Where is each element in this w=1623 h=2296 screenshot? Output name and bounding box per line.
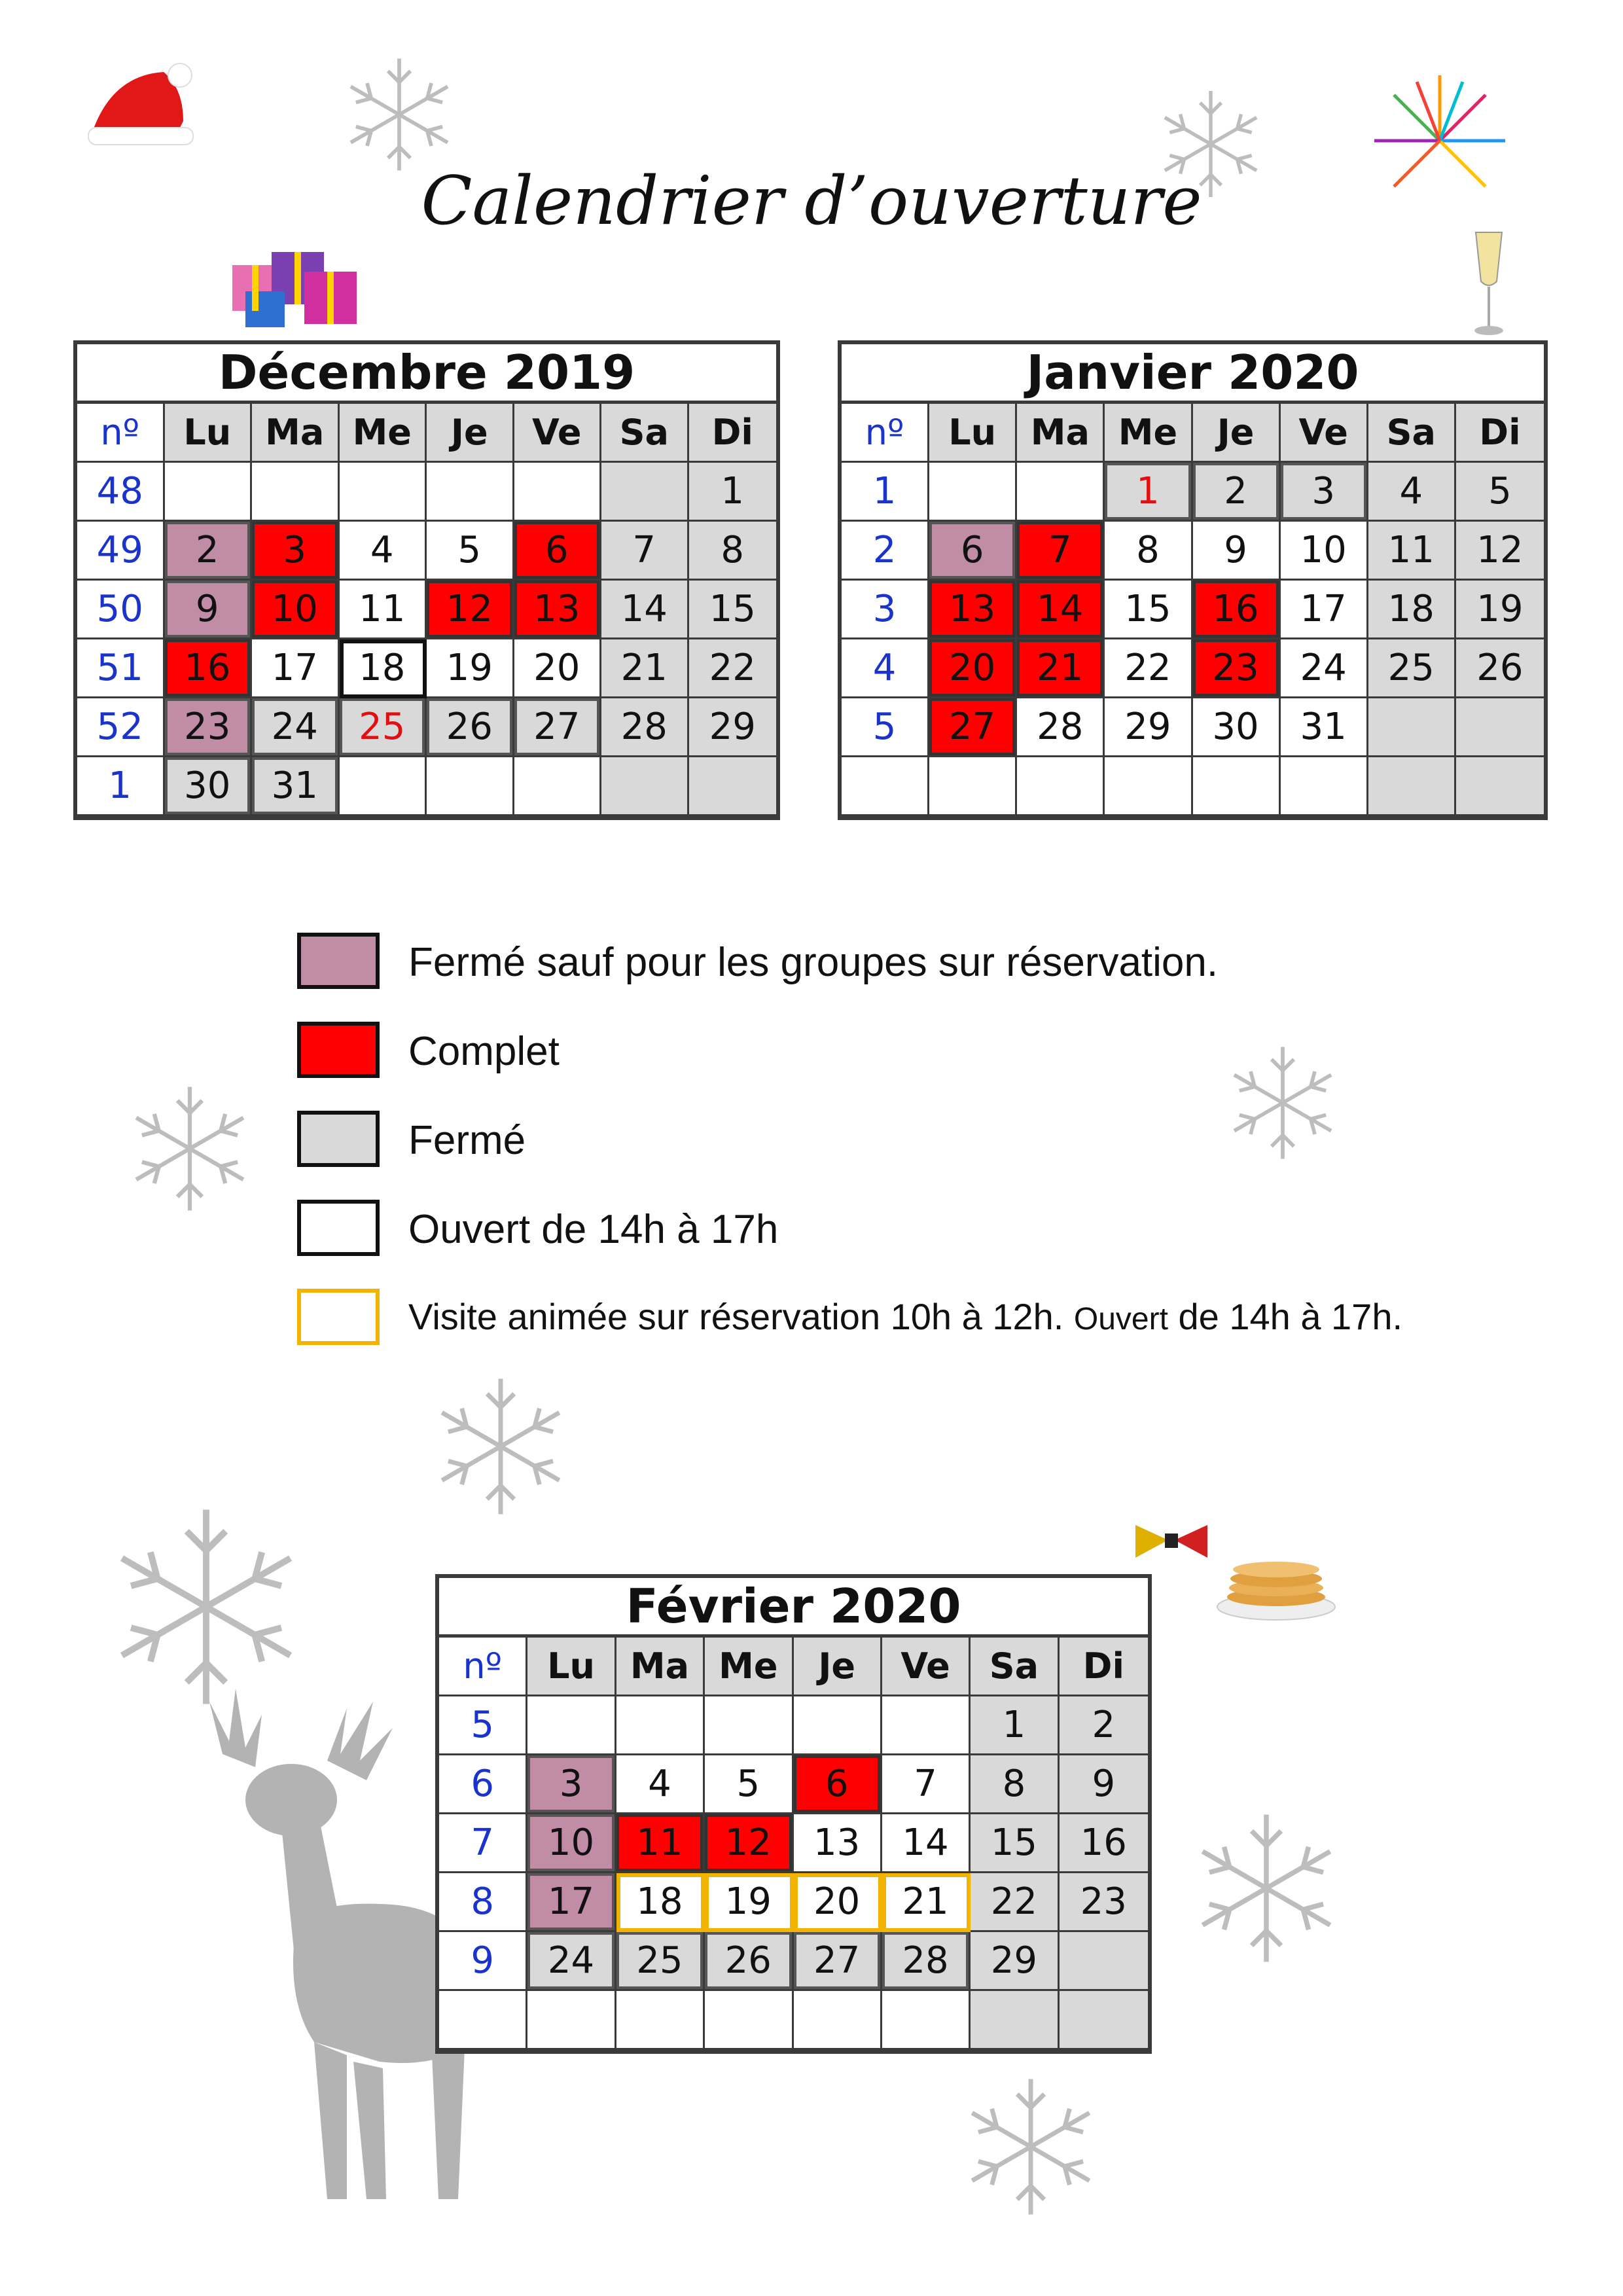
day-number: 13 <box>813 1821 861 1864</box>
day-cell <box>971 1932 1059 1991</box>
day-number: 24 <box>547 1939 595 1982</box>
day-number: 22 <box>709 647 756 689</box>
day-number: 21 <box>620 647 668 689</box>
week-number <box>439 1991 527 2050</box>
day-cell <box>1105 581 1192 639</box>
week-number <box>842 757 929 816</box>
day-number: 30 <box>1212 706 1259 748</box>
calendar-december-2019 <box>73 340 780 820</box>
day-cell <box>165 639 253 698</box>
day-number: 6 <box>544 529 569 571</box>
day-cell <box>601 639 689 698</box>
legend-label: Ouvert de 14h à 17h <box>408 1207 779 1252</box>
legend-item-mauve <box>297 933 1541 996</box>
day-number: 18 <box>1387 588 1435 630</box>
day-number: 28 <box>902 1939 949 1982</box>
day-number: 17 <box>271 647 318 689</box>
week-number: 2 <box>842 522 929 581</box>
day-number: 27 <box>949 706 996 748</box>
day-cell <box>252 522 340 581</box>
day-cell <box>705 1755 793 1814</box>
day-cell <box>1193 522 1281 581</box>
day-cell <box>1060 1755 1148 1814</box>
day-number: 13 <box>533 588 580 630</box>
day-cell <box>882 1755 971 1814</box>
day-number: 1 <box>1136 470 1160 512</box>
day-cell <box>705 1932 793 1991</box>
weekday-header: Sa <box>1368 404 1456 463</box>
day-number: 4 <box>1399 470 1423 512</box>
day-number: 16 <box>1212 588 1259 630</box>
day-number: 21 <box>1037 647 1084 689</box>
day-cell <box>1281 581 1368 639</box>
day-cell <box>165 463 253 522</box>
day-number: 29 <box>990 1939 1038 1982</box>
day-cell <box>1368 581 1456 639</box>
day-number: 31 <box>271 764 318 807</box>
day-cell <box>1368 698 1456 757</box>
day-cell <box>882 1991 971 2050</box>
weekday-header: Lu <box>929 404 1017 463</box>
day-cell <box>1193 581 1281 639</box>
day-cell <box>165 522 253 581</box>
calendar-title: Janvier 2020 <box>842 344 1544 404</box>
weekday-header: Me <box>340 404 427 463</box>
day-cell <box>601 698 689 757</box>
snowflake-icon <box>955 2072 1106 2222</box>
page-title: Calendrier d’ouverture <box>421 162 1202 240</box>
day-cell <box>705 1991 793 2050</box>
day-cell <box>165 757 253 816</box>
day-number: 25 <box>636 1939 683 1982</box>
day-cell <box>1368 463 1456 522</box>
day-cell <box>705 1873 793 1932</box>
day-cell <box>794 1932 882 1991</box>
legend-label-main: Visite animée sur réservation 10h à 12h. <box>408 1296 1074 1337</box>
snowflake-icon <box>1185 1806 1348 1970</box>
day-cell <box>514 757 602 816</box>
day-cell <box>165 698 253 757</box>
day-cell <box>340 522 427 581</box>
day-number: 30 <box>184 764 231 807</box>
day-cell <box>252 463 340 522</box>
calendar-title: Février 2020 <box>439 1578 1148 1638</box>
day-number: 27 <box>813 1939 861 1982</box>
day-cell <box>1017 639 1105 698</box>
day-cell <box>616 1755 705 1814</box>
legend-label: Fermé <box>408 1118 526 1163</box>
legend-item-white <box>297 1200 1541 1263</box>
legend-item-yellow <box>297 1289 1541 1352</box>
week-number: 1 <box>842 463 929 522</box>
day-cell <box>252 581 340 639</box>
day-cell <box>705 1814 793 1873</box>
weekday-header: Ve <box>1281 404 1368 463</box>
day-number: 6 <box>825 1763 849 1805</box>
day-number: 3 <box>559 1763 583 1805</box>
legend-swatch-red <box>297 1022 380 1078</box>
day-cell <box>427 463 514 522</box>
day-cell <box>1456 581 1544 639</box>
day-cell <box>971 1755 1059 1814</box>
day-number: 22 <box>1124 647 1171 689</box>
day-number: 29 <box>1124 706 1171 748</box>
week-number: 6 <box>439 1755 527 1814</box>
weekday-header: Di <box>1060 1638 1148 1696</box>
bowtie-icon <box>1135 1522 1207 1561</box>
calendar-grid <box>842 404 1544 816</box>
day-number: 18 <box>359 647 406 689</box>
day-cell <box>1193 698 1281 757</box>
day-cell <box>427 757 514 816</box>
champagne-icon <box>1469 229 1508 340</box>
weekday-header: Sa <box>601 404 689 463</box>
day-cell <box>616 1991 705 2050</box>
weekday-header: Ma <box>616 1638 705 1696</box>
day-number: 24 <box>271 706 318 748</box>
day-cell <box>1017 757 1105 816</box>
week-number: 8 <box>439 1873 527 1932</box>
week-number: 7 <box>439 1814 527 1873</box>
day-number: 23 <box>1080 1880 1127 1923</box>
day-cell <box>971 1991 1059 2050</box>
legend-label-small: Ouvert <box>1073 1302 1168 1336</box>
day-number: 28 <box>1037 706 1084 748</box>
day-cell <box>689 522 777 581</box>
day-cell <box>427 522 514 581</box>
week-number: 3 <box>842 581 929 639</box>
day-number: 25 <box>1387 647 1435 689</box>
week-number-header: nº <box>842 404 929 463</box>
day-cell <box>971 1873 1059 1932</box>
day-cell <box>1193 463 1281 522</box>
day-cell <box>601 522 689 581</box>
day-cell <box>794 1814 882 1873</box>
day-number: 3 <box>1311 470 1335 512</box>
day-number: 9 <box>1224 529 1247 571</box>
day-cell <box>882 1932 971 1991</box>
day-cell <box>1368 757 1456 816</box>
legend-label: Complet <box>408 1029 560 1074</box>
day-number: 5 <box>1488 470 1512 512</box>
day-cell <box>1017 463 1105 522</box>
day-cell <box>514 698 602 757</box>
day-cell <box>1281 463 1368 522</box>
day-cell <box>1456 698 1544 757</box>
day-cell <box>705 1696 793 1755</box>
day-number: 17 <box>547 1880 595 1923</box>
day-number: 27 <box>533 706 580 748</box>
weekday-header: Je <box>1193 404 1281 463</box>
day-number: 16 <box>1080 1821 1127 1864</box>
day-number: 22 <box>990 1880 1038 1923</box>
santa-hat-icon <box>85 62 196 147</box>
day-cell <box>616 1696 705 1755</box>
day-number: 20 <box>949 647 996 689</box>
day-cell <box>616 1932 705 1991</box>
day-cell <box>1105 757 1192 816</box>
day-cell <box>1193 639 1281 698</box>
day-cell <box>1060 1932 1148 1991</box>
day-cell <box>1017 522 1105 581</box>
weekday-header: Me <box>1105 404 1192 463</box>
day-number: 14 <box>620 588 668 630</box>
legend-item-grey <box>297 1111 1541 1174</box>
day-cell <box>527 1991 616 2050</box>
day-number: 16 <box>184 647 231 689</box>
day-number: 31 <box>1300 706 1347 748</box>
day-cell <box>882 1814 971 1873</box>
day-number: 21 <box>902 1880 949 1923</box>
day-cell <box>1368 639 1456 698</box>
weekday-header: Ve <box>514 404 602 463</box>
day-number: 2 <box>195 529 219 571</box>
day-cell <box>601 757 689 816</box>
day-cell <box>882 1696 971 1755</box>
day-cell <box>1456 639 1544 698</box>
day-cell <box>794 1873 882 1932</box>
day-number: 20 <box>813 1880 861 1923</box>
week-number: 50 <box>77 581 165 639</box>
day-cell <box>1456 463 1544 522</box>
day-number: 15 <box>709 588 756 630</box>
day-number: 26 <box>446 706 493 748</box>
day-cell <box>1105 639 1192 698</box>
week-number: 51 <box>77 639 165 698</box>
day-number: 19 <box>724 1880 772 1923</box>
calendar-title: Décembre 2019 <box>77 344 776 404</box>
legend-label-yellow <box>408 1295 1402 1338</box>
day-cell <box>689 463 777 522</box>
day-cell <box>1105 698 1192 757</box>
day-number: 12 <box>1476 529 1524 571</box>
day-number: 9 <box>1092 1763 1116 1805</box>
day-number: 5 <box>457 529 482 571</box>
snowflake-icon <box>337 52 461 177</box>
weekday-header: Je <box>427 404 514 463</box>
day-number: 26 <box>724 1939 772 1982</box>
legend-swatch-mauve <box>297 933 380 989</box>
day-number: 28 <box>620 706 668 748</box>
day-number: 1 <box>1002 1704 1026 1746</box>
day-cell <box>1017 581 1105 639</box>
day-cell <box>514 639 602 698</box>
day-cell <box>340 639 427 698</box>
day-cell <box>794 1991 882 2050</box>
day-cell <box>527 1696 616 1755</box>
day-number: 23 <box>1212 647 1259 689</box>
day-number: 29 <box>709 706 756 748</box>
day-number: 7 <box>1048 529 1072 571</box>
day-cell <box>427 698 514 757</box>
day-number: 24 <box>1300 647 1347 689</box>
legend-swatch-grey <box>297 1111 380 1167</box>
day-number: 1 <box>721 470 745 512</box>
weekday-header: Me <box>705 1638 793 1696</box>
day-number: 14 <box>902 1821 949 1864</box>
week-number: 4 <box>842 639 929 698</box>
day-number: 9 <box>195 588 219 630</box>
day-number: 11 <box>359 588 406 630</box>
day-cell <box>527 1932 616 1991</box>
day-number: 4 <box>648 1763 671 1805</box>
day-number: 6 <box>960 529 984 571</box>
day-number: 15 <box>990 1821 1038 1864</box>
day-cell <box>1281 757 1368 816</box>
week-number: 5 <box>439 1696 527 1755</box>
day-number: 5 <box>736 1763 760 1805</box>
day-cell <box>1281 522 1368 581</box>
weekday-header: Lu <box>527 1638 616 1696</box>
legend-label-tail: de 14h à 17h. <box>1168 1296 1403 1337</box>
day-cell <box>1456 757 1544 816</box>
day-number: 12 <box>724 1821 772 1864</box>
day-number: 17 <box>1300 588 1347 630</box>
day-cell <box>514 581 602 639</box>
weekday-header: Di <box>1456 404 1544 463</box>
day-cell <box>616 1873 705 1932</box>
week-number: 9 <box>439 1932 527 1991</box>
day-cell <box>1060 1873 1148 1932</box>
day-cell <box>882 1873 971 1932</box>
day-cell <box>527 1814 616 1873</box>
legend-swatch-yellow <box>297 1289 380 1345</box>
day-cell <box>165 581 253 639</box>
week-number: 48 <box>77 463 165 522</box>
day-cell <box>1105 522 1192 581</box>
day-cell <box>1368 522 1456 581</box>
day-number: 12 <box>446 588 493 630</box>
calendar-february-2020 <box>435 1574 1152 2054</box>
day-cell <box>252 698 340 757</box>
gifts-icon <box>226 239 360 331</box>
day-cell <box>1105 463 1192 522</box>
day-cell <box>514 522 602 581</box>
day-cell <box>252 639 340 698</box>
week-number: 5 <box>842 698 929 757</box>
day-cell <box>971 1696 1059 1755</box>
day-cell <box>1193 757 1281 816</box>
calendar-grid <box>77 404 776 816</box>
day-number: 3 <box>283 529 307 571</box>
day-number: 2 <box>1224 470 1247 512</box>
day-cell <box>929 463 1017 522</box>
day-number: 8 <box>1002 1763 1026 1805</box>
day-number: 23 <box>184 706 231 748</box>
day-cell <box>689 581 777 639</box>
day-number: 20 <box>533 647 580 689</box>
day-cell <box>427 581 514 639</box>
day-cell <box>340 581 427 639</box>
week-number-header: nº <box>77 404 165 463</box>
weekday-header: Ma <box>1017 404 1105 463</box>
day-number: 19 <box>1476 588 1524 630</box>
weekday-header: Je <box>794 1638 882 1696</box>
day-number: 4 <box>370 529 394 571</box>
week-number-header: nº <box>439 1638 527 1696</box>
day-cell <box>616 1814 705 1873</box>
day-cell <box>929 639 1017 698</box>
weekday-header: Lu <box>165 404 253 463</box>
day-cell <box>1060 1991 1148 2050</box>
legend-item-red <box>297 1022 1541 1085</box>
legend-label: Fermé sauf pour les groupes sur réservation. <box>408 940 1219 985</box>
day-number: 26 <box>1476 647 1524 689</box>
week-number: 52 <box>77 698 165 757</box>
week-number: 49 <box>77 522 165 581</box>
weekday-header: Di <box>689 404 777 463</box>
calendar-grid <box>439 1638 1148 2050</box>
day-cell <box>929 581 1017 639</box>
day-number: 2 <box>1092 1704 1116 1746</box>
legend-swatch-white <box>297 1200 380 1256</box>
day-number: 11 <box>636 1821 683 1864</box>
day-cell <box>527 1755 616 1814</box>
weekday-header: Sa <box>971 1638 1059 1696</box>
day-number: 8 <box>721 529 745 571</box>
day-cell <box>1281 639 1368 698</box>
day-number: 8 <box>1136 529 1160 571</box>
day-cell <box>252 757 340 816</box>
day-cell <box>601 581 689 639</box>
day-cell <box>794 1755 882 1814</box>
day-cell <box>514 463 602 522</box>
snowflake-icon <box>425 1371 576 1522</box>
snowflake-icon <box>121 1080 259 1217</box>
day-cell <box>689 757 777 816</box>
day-cell <box>689 698 777 757</box>
day-cell <box>971 1814 1059 1873</box>
day-number: 14 <box>1037 588 1084 630</box>
week-number: 1 <box>77 757 165 816</box>
day-cell <box>1017 698 1105 757</box>
day-cell <box>340 463 427 522</box>
day-cell <box>340 757 427 816</box>
day-cell <box>1060 1696 1148 1755</box>
calendar-january-2020 <box>838 340 1548 820</box>
day-number: 15 <box>1124 588 1171 630</box>
weekday-header: Ma <box>252 404 340 463</box>
day-cell <box>929 522 1017 581</box>
day-cell <box>1060 1814 1148 1873</box>
day-number: 7 <box>632 529 656 571</box>
day-number: 10 <box>271 588 318 630</box>
day-number: 13 <box>949 588 996 630</box>
day-number: 19 <box>446 647 493 689</box>
day-cell <box>340 698 427 757</box>
day-cell <box>427 639 514 698</box>
crepes-icon <box>1214 1545 1338 1623</box>
day-number: 18 <box>636 1880 683 1923</box>
day-cell <box>929 698 1017 757</box>
day-cell <box>601 463 689 522</box>
day-cell <box>1281 698 1368 757</box>
day-number: 10 <box>547 1821 595 1864</box>
day-cell <box>1456 522 1544 581</box>
day-cell <box>527 1873 616 1932</box>
day-number: 25 <box>359 706 406 748</box>
weekday-header: Ve <box>882 1638 971 1696</box>
day-number: 10 <box>1300 529 1347 571</box>
day-cell <box>929 757 1017 816</box>
day-cell <box>794 1696 882 1755</box>
day-cell <box>689 639 777 698</box>
day-number: 11 <box>1387 529 1435 571</box>
day-number: 7 <box>914 1763 937 1805</box>
